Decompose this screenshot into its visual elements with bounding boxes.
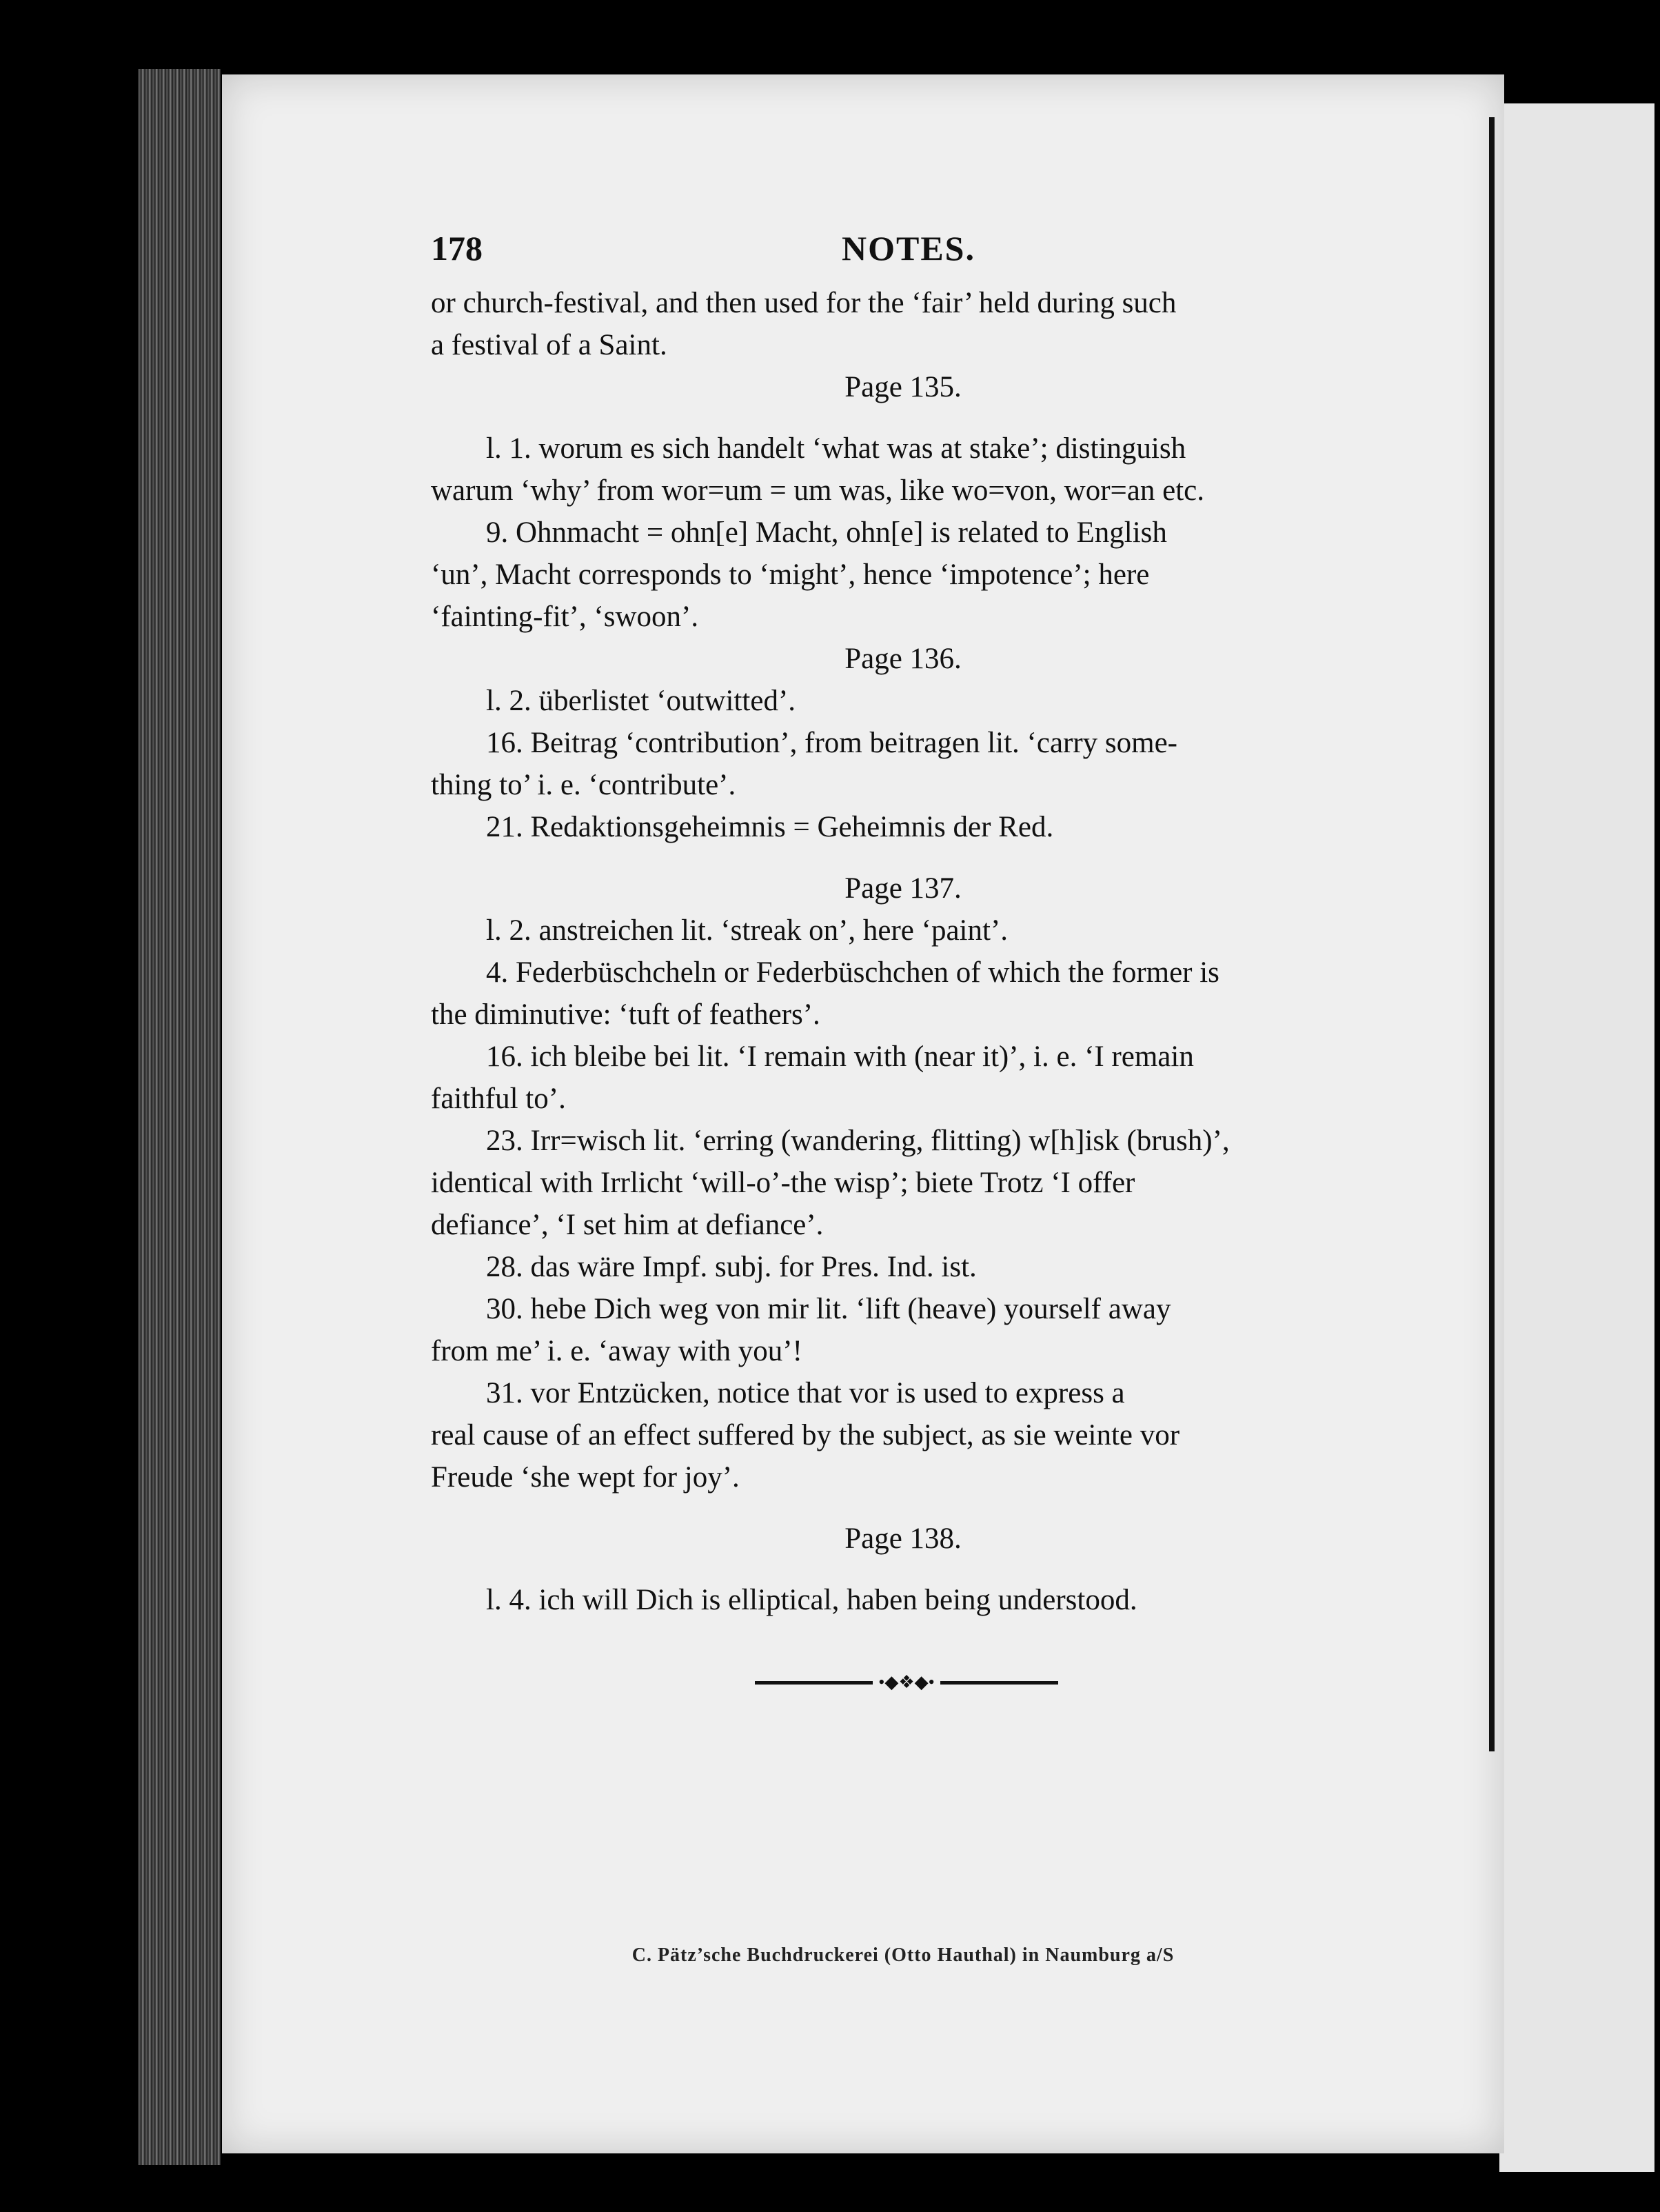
note-line: 4. Federbüschcheln or Federbüschchen of which the former is <box>486 956 1219 989</box>
note-line: the diminutive: ‘tuft of feathers’. <box>431 998 820 1031</box>
note-line: defiance’, ‘I set him at defiance’. <box>431 1209 824 1241</box>
note-line: l. 4. ich will Dich is elliptical, haben being understood. <box>486 1584 1137 1616</box>
note-line: 16. Beitrag ‘contribution’, from beitragen lit. ‘carry some- <box>486 727 1178 759</box>
page-heading: Page 135. <box>844 371 962 403</box>
note-line: from me’ i. e. ‘away with you’! <box>431 1335 802 1367</box>
note-line: thing to’ i. e. ‘contribute’. <box>431 769 736 801</box>
gutter-shadow <box>1489 117 1495 1751</box>
page-heading: Page 138. <box>844 1522 962 1555</box>
printer-imprint: C. Pätz’sche Buchdruckerei (Otto Hauthal) in Naumburg a/S <box>631 1944 1175 1966</box>
page-number: 178 <box>431 229 483 268</box>
page-heading: Page 137. <box>844 872 962 905</box>
note-line: warum ‘why’ from wor=um = um was, like wo=von, wor=an etc. <box>431 474 1204 507</box>
text-line: or church-festival, and then used for the ‘fair’ held during such <box>431 287 1177 319</box>
note-line: l. 2. überlistet ‘outwitted’. <box>486 685 796 717</box>
note-line: 31. vor Entzücken, notice that vor is used to express a <box>486 1377 1125 1409</box>
note-line: 21. Redaktionsgeheimnis = Geheimnis der Red. <box>486 811 1054 843</box>
note-line: ‘fainting-fit’, ‘swoon’. <box>431 601 699 633</box>
note-line: identical with Irrlicht ‘will-o’-the wisp’; biete Trotz ‘I offer <box>431 1167 1135 1199</box>
note-line: Freude ‘she wept for joy’. <box>431 1461 740 1494</box>
running-title: NOTES. <box>841 229 975 268</box>
text-line: a festival of a Saint. <box>431 329 667 361</box>
note-line: 30. hebe Dich weg von mir lit. ‘lift (heave) yourself away <box>486 1293 1171 1325</box>
note-line: faithful to’. <box>431 1083 566 1115</box>
page-text <box>431 228 1375 1621</box>
page-heading: Page 136. <box>844 643 962 675</box>
ornament-rule <box>755 1672 1058 1692</box>
note-line: 16. ich bleibe bei lit. ‘I remain with (near it)’, i. e. ‘I remain <box>486 1040 1194 1073</box>
note-line: l. 2. anstreichen lit. ‘streak on’, here ‘paint’. <box>486 914 1008 947</box>
running-header <box>431 228 1375 270</box>
note-line: 28. das wäre Impf. subj. for Pres. Ind. ist. <box>486 1251 977 1283</box>
note-line: l. 1. worum es sich handelt ‘what was at stake’; distinguish <box>486 432 1186 465</box>
note-line: ‘un’, Macht corresponds to ‘might’, hence ‘impotence’; here <box>431 559 1150 591</box>
note-line: 9. Ohnmacht = ohn[e] Macht, ohn[e] is related to English <box>486 516 1167 549</box>
note-line: 23. Irr=wisch lit. ‘erring (wandering, flitting) w[h]isk (brush)’, <box>486 1125 1230 1157</box>
ornament-icon: •◆❖◆• <box>878 1672 935 1692</box>
page-edges <box>138 69 221 2165</box>
note-line: real cause of an effect suffered by the subject, as sie weinte vor <box>431 1419 1180 1451</box>
facing-page-edge <box>1499 103 1654 2172</box>
